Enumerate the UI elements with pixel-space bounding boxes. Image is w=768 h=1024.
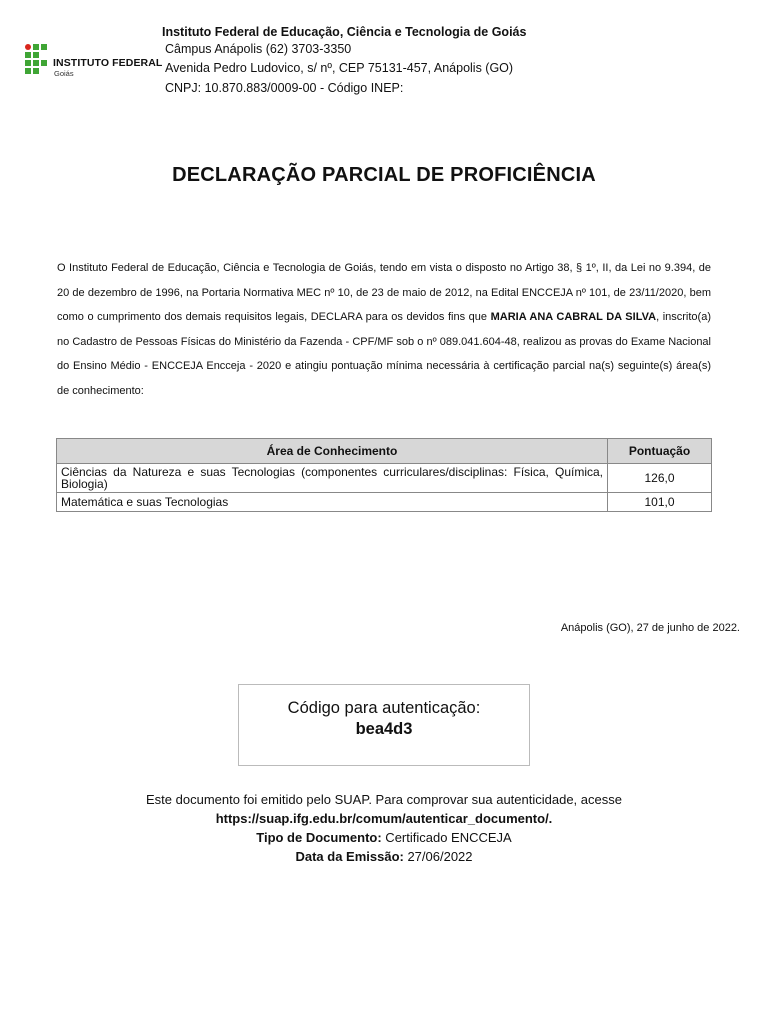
table-row	[57, 493, 712, 512]
issue-date-label: Data da Emissão:	[295, 849, 404, 864]
logo-square	[33, 44, 39, 50]
knowledge-area-table	[56, 438, 712, 512]
authentication-box	[238, 684, 530, 766]
authentication-url[interactable]: https://suap.ifg.edu.br/comum/autenticar_documento/.	[215, 811, 553, 826]
table-header-row	[57, 439, 712, 464]
address-line: Avenida Pedro Ludovico, s/ nº, CEP 75131-457, Anápolis (GO)	[165, 61, 514, 75]
logo-square	[25, 60, 31, 66]
logo-square-red	[25, 44, 31, 50]
logo-square	[41, 60, 47, 66]
declaration-paragraph	[57, 256, 711, 404]
institution-name: Instituto Federal de Educação, Ciência e Tecnologia de Goiás	[162, 25, 527, 39]
institution-logo	[25, 42, 165, 82]
score-cell: 126,0	[608, 464, 712, 493]
issue-date-value: 27/06/2022	[403, 849, 473, 864]
area-cell: Ciências da Natureza e suas Tecnologias (componentes curriculares/disciplinas: Física, Química, Biologia)	[57, 464, 608, 493]
logo-square	[33, 52, 39, 58]
area-cell: Matemática e suas Tecnologias	[57, 493, 608, 512]
student-name: MARIA ANA CABRAL DA SILVA	[490, 311, 657, 324]
authentication-code: bea4d3	[355, 720, 413, 738]
authentication-label: Código para autenticação:	[287, 699, 481, 717]
logo-subtext: Goiás	[54, 69, 74, 78]
campus-line: Câmpus Anápolis (62) 3703-3350	[165, 42, 352, 56]
column-header-area: Área de Conhecimento	[57, 439, 608, 464]
column-header-score: Pontuação	[608, 439, 712, 464]
logo-square	[25, 68, 31, 74]
logo-text: INSTITUTO FEDERAL	[53, 57, 163, 69]
logo-square	[41, 44, 47, 50]
document-type-line	[0, 828, 768, 847]
logo-square	[33, 68, 39, 74]
place-date-line: Anápolis (GO), 27 de junho de 2022.	[560, 622, 740, 634]
document-type-value: Certificado ENCCEJA	[381, 830, 512, 845]
document-footer	[0, 790, 768, 866]
table-row	[57, 464, 712, 493]
declaration-text-before: O Instituto Federal de Educação, Ciência e Tecnologia de Goiás, tendo em vista o disposto no Artigo 38, § 1º, II, da Lei no 9.394, de 20 de dezembro de 1996, na Portaria Normativa MEC nº 10, de 23 de maio de 2012, na Edital ENCCEJA nº 101, de 23/11/2020, bem como o cumprimento dos demais requisitos legais, DECLARA para os devidos fins que	[57, 262, 711, 324]
logo-square	[25, 52, 31, 58]
document-type-label: Tipo de Documento:	[256, 830, 382, 845]
logo-square	[33, 60, 39, 66]
issue-date-line	[0, 847, 768, 866]
document-title: DECLARAÇÃO PARCIAL DE PROFICIÊNCIA	[172, 164, 596, 186]
declaration-text-after: , inscrito(a) no Cadastro de Pessoas Físicas do Ministério da Fazenda - CPF/MF sob o nº 089.041.604-48, realizou as provas do Exame Nacional do Ensino Médio - ENCCEJA Encceja - 2020 e atingiu pontuação mínima necessária à certificação parcial na(s) seguinte(s) área(s) de conhecimento:	[57, 311, 711, 397]
cnpj-line: CNPJ: 10.870.883/0009-00 - Código INEP:	[165, 81, 404, 95]
score-cell: 101,0	[608, 493, 712, 512]
footer-notice: Este documento foi emitido pelo SUAP. Para comprovar sua autenticidade, acesse	[146, 792, 622, 807]
